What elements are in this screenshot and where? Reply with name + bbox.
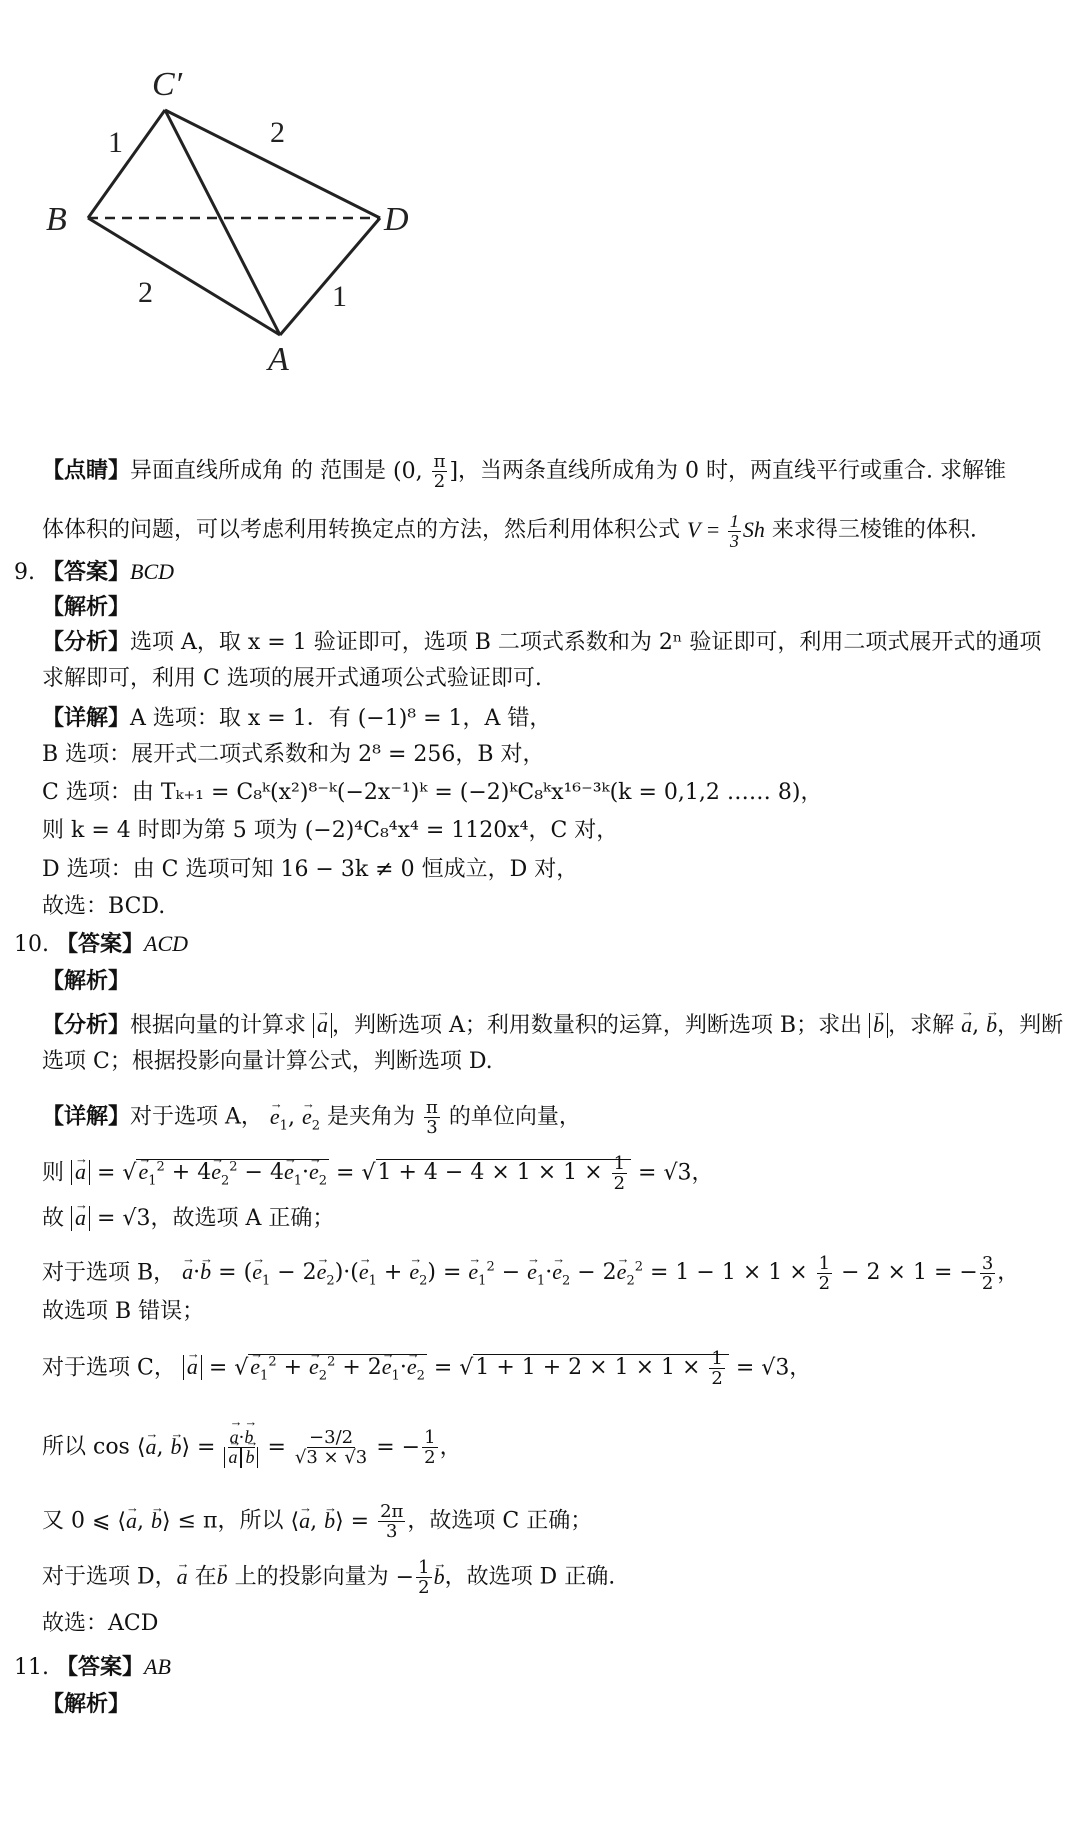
q10-detail-a1 bbox=[0, 1098, 1080, 1141]
q10-fenxi-2: 选项 C；根据投影向量计算公式，判断选项 D. bbox=[42, 1049, 493, 1074]
q10-choice: 故选：ACD bbox=[42, 1611, 159, 1636]
q11-jiexi: 【解析】 bbox=[42, 1691, 131, 1717]
q10-fenxi-text-c: ，求解 bbox=[888, 1013, 955, 1038]
q11-number: 11. bbox=[14, 1655, 49, 1680]
q10-detail-c3 bbox=[0, 1502, 1080, 1541]
q10-fenxi-tag: 【分析】 bbox=[42, 1012, 131, 1038]
q10-b1-text: 对于选项 B， bbox=[42, 1260, 176, 1286]
q10-a3-formula: → a = √3 bbox=[71, 1206, 150, 1231]
edge-ba-label: 2 bbox=[138, 276, 153, 309]
q10-a1-text-b: 是夹角为 bbox=[327, 1104, 416, 1130]
unit-vectors: → $e_1$, → $e_2$ bbox=[270, 1105, 320, 1130]
angle-range: (0, $\frac{\pi}{2}$ ] bbox=[393, 451, 459, 492]
q10-c3-text-c: ，故选项 C 正确； bbox=[407, 1508, 593, 1534]
note-line-2 bbox=[0, 512, 1080, 551]
q10-d1-text-b: 在 bbox=[194, 1564, 217, 1590]
note-line-1 bbox=[0, 452, 1080, 491]
abs-a: → a bbox=[313, 1013, 332, 1038]
q10-a3-text-a: 故 bbox=[42, 1206, 65, 1231]
q10-answer: ACD bbox=[144, 931, 189, 956]
q9-xiangjie-tag: 【详解】 bbox=[42, 705, 131, 731]
q10-detail-a2 bbox=[0, 1153, 1080, 1197]
note-text-2b: 来求得三棱锥的体积. bbox=[771, 517, 977, 543]
q11-answer-tag: 【答案】 bbox=[56, 1654, 145, 1680]
vectors-ab: → a, → b bbox=[961, 1013, 997, 1038]
q10-c3-text-a: 又 0 ⩽ bbox=[42, 1508, 111, 1534]
q11-answer-line bbox=[0, 1652, 1080, 1683]
q10-answer-tag: 【答案】 bbox=[56, 931, 145, 957]
vec-a: → a bbox=[177, 1564, 188, 1589]
q9-number: 9. bbox=[14, 560, 35, 585]
edge-bc bbox=[88, 110, 165, 218]
q9-fenxi-2: 求解即可，利用 C 选项的展开式通项公式验证即可. bbox=[42, 666, 542, 691]
q10-detail-c1 bbox=[0, 1348, 1080, 1392]
q9-detail-4: 则 k = 4 时即为第 5 项为 (−2)⁴C₈⁴x⁴ = 1120x⁴，C 对， bbox=[42, 818, 619, 843]
vertex-a-label: A bbox=[268, 341, 289, 378]
pi-over-3: $\frac{\pi}{3}$ bbox=[426, 1097, 438, 1138]
q10-detail-d1 bbox=[0, 1558, 1080, 1597]
q10-a2-formula: → a = √→ $e_1^2 + 4\to e_2^2 - 4\to e_1\cdot\to e_2 = √1 + 4 - 4 \times 1 \times 1$ × $\frac{1}{2}$ = √3， bbox=[71, 1159, 713, 1185]
q10-d1-text-a: 对于选项 D， bbox=[42, 1564, 177, 1590]
q9-detail-1 bbox=[0, 703, 1080, 734]
abs-b: → b bbox=[869, 1013, 888, 1038]
q9-choice: 故选：BCD. bbox=[42, 894, 166, 919]
note-tag: 【点睛】 bbox=[42, 457, 131, 484]
vec-b: → b bbox=[217, 1564, 228, 1589]
edge-ad bbox=[280, 218, 380, 335]
vertex-c-label: C′ bbox=[152, 70, 183, 103]
q10-c1-text: 对于选项 C， bbox=[42, 1355, 176, 1381]
note-text-1a: 异面直线所成角 的 范围是 bbox=[130, 458, 387, 484]
q10-detail-a3 bbox=[0, 1203, 1080, 1234]
q10-a2-text: 则 bbox=[42, 1160, 65, 1186]
q10-fenxi-text-a: 根据向量的计算求 bbox=[130, 1013, 307, 1038]
vertex-d-label: D bbox=[384, 201, 409, 238]
q9-jiexi: 【解析】 bbox=[42, 594, 131, 620]
q9-answer: BCD bbox=[130, 559, 175, 584]
q10-number: 10. bbox=[14, 932, 49, 957]
q10-xiangjie-tag: 【详解】 bbox=[42, 1103, 131, 1130]
note-text-1b: ，当两条直线所成角为 0 时，两直线平行或重合. 求解锥 bbox=[458, 458, 1007, 484]
q9-detail-text-1: A 选项：取 x = 1．有 (−1)⁸ = 1，A 错， bbox=[130, 706, 552, 731]
edge-bc-label: 1 bbox=[108, 126, 123, 159]
q9-fenxi-text-1: 选项 A，取 x = 1 验证即可，选项 B 二项式系数和为 2ⁿ 验证即可，利用二项式展开式的通项 bbox=[130, 630, 1042, 655]
edge-cd-label: 2 bbox=[270, 116, 285, 149]
q10-d1-text-c: 上的投影向量为 bbox=[234, 1564, 389, 1590]
q9-detail-5: D 选项：由 C 选项可知 16 − 3k ≠ 0 恒成立，D 对， bbox=[42, 857, 579, 882]
q10-detail-c2 bbox=[0, 1428, 1080, 1467]
q10-c3-angle-1: ⟨→ a, → b⟩ bbox=[117, 1509, 170, 1534]
tetrahedron-diagram bbox=[40, 70, 480, 430]
q10-b1-formula: → a·→ b = (→ $e_1 - 2\to e_2)\cdot(\to e_1$ + → $e_2$) = → $e_1^2$ − → $e_1\cdot\to e_2 - 2\to e_2^2 = 1 - 1 \times 1$ × $\frac{1}{2}$ − 2 × 1 = − $\frac{3}{2}$ ， bbox=[182, 1260, 1019, 1285]
q9-answer-line bbox=[0, 557, 1080, 588]
q10-fenxi-text-b: ，判断选项 A；利用数量积的运算，判断选项 B；求出 bbox=[332, 1013, 863, 1038]
q10-a1-text-c: 的单位向量， bbox=[448, 1104, 581, 1130]
q10-jiexi: 【解析】 bbox=[42, 968, 131, 994]
q10-detail-b2: 故选项 B 错误； bbox=[42, 1299, 205, 1324]
q11-answer: AB bbox=[144, 1654, 171, 1679]
q9-detail-2: B 选项：展开式二项式系数和为 2⁸ = 256，B 对， bbox=[42, 742, 545, 767]
q9-fenxi-1 bbox=[0, 627, 1080, 658]
q10-detail-b1 bbox=[0, 1253, 1080, 1297]
q9-fenxi-tag: 【分析】 bbox=[42, 629, 131, 655]
q10-d1-text-d: ，故选项 D 正确. bbox=[444, 1564, 616, 1590]
q10-a3-text-b: ，故选项 A 正确； bbox=[150, 1206, 335, 1231]
q10-c3-angle-2: ⟨→ a, → b⟩ = $\frac{2\pi}{3}$ bbox=[291, 1509, 408, 1534]
q10-c3-text-b: ≤ π，所以 bbox=[177, 1508, 284, 1534]
q10-fenxi-1 bbox=[0, 1010, 1080, 1041]
q10-a1-text-a: 对于选项 A， bbox=[130, 1104, 263, 1130]
tetrahedron-figure bbox=[40, 70, 480, 430]
q10-c1-formula: → a = √→ $e_1^2$ + → $e_2^2 + 2\to e_1\cdot\to e_2 = √1 + 1 + 2 \times 1 \times 1$ × $\frac{1}{2}$ = √3， bbox=[183, 1354, 811, 1380]
q10-answer-line bbox=[0, 929, 1080, 960]
q10-fenxi-text-d: ，判断 bbox=[997, 1013, 1064, 1038]
note-text-2a: 体体积的问题，可以考虑利用转换定点的方法，然后利用体积公式 bbox=[42, 517, 681, 543]
projection-formula: − $\frac{1}{2}$ → b bbox=[396, 1565, 445, 1590]
q10-c2-text: 所以 cos bbox=[42, 1434, 130, 1460]
q9-answer-tag: 【答案】 bbox=[42, 559, 131, 585]
edge-ad-label: 1 bbox=[332, 280, 347, 313]
q10-c2-formula: ⟨→ a, → b⟩ = → a·→ b → a→ b = $\frac{-3/2}{√3 \times √3}$ = − $\frac{1}{2}$ ， bbox=[137, 1435, 462, 1460]
q9-detail-3: C 选项：由 Tₖ₊₁ = C₈ᵏ(x²)⁸⁻ᵏ(−2x⁻¹)ᵏ = (−2)ᵏC₈ᵏx¹⁶⁻³ᵏ(k = 0,1,2 …… 8)， bbox=[42, 780, 823, 805]
vertex-b-label: B bbox=[46, 201, 67, 238]
volume-formula: V = $\frac{1}{3}$ Sh bbox=[687, 511, 765, 551]
